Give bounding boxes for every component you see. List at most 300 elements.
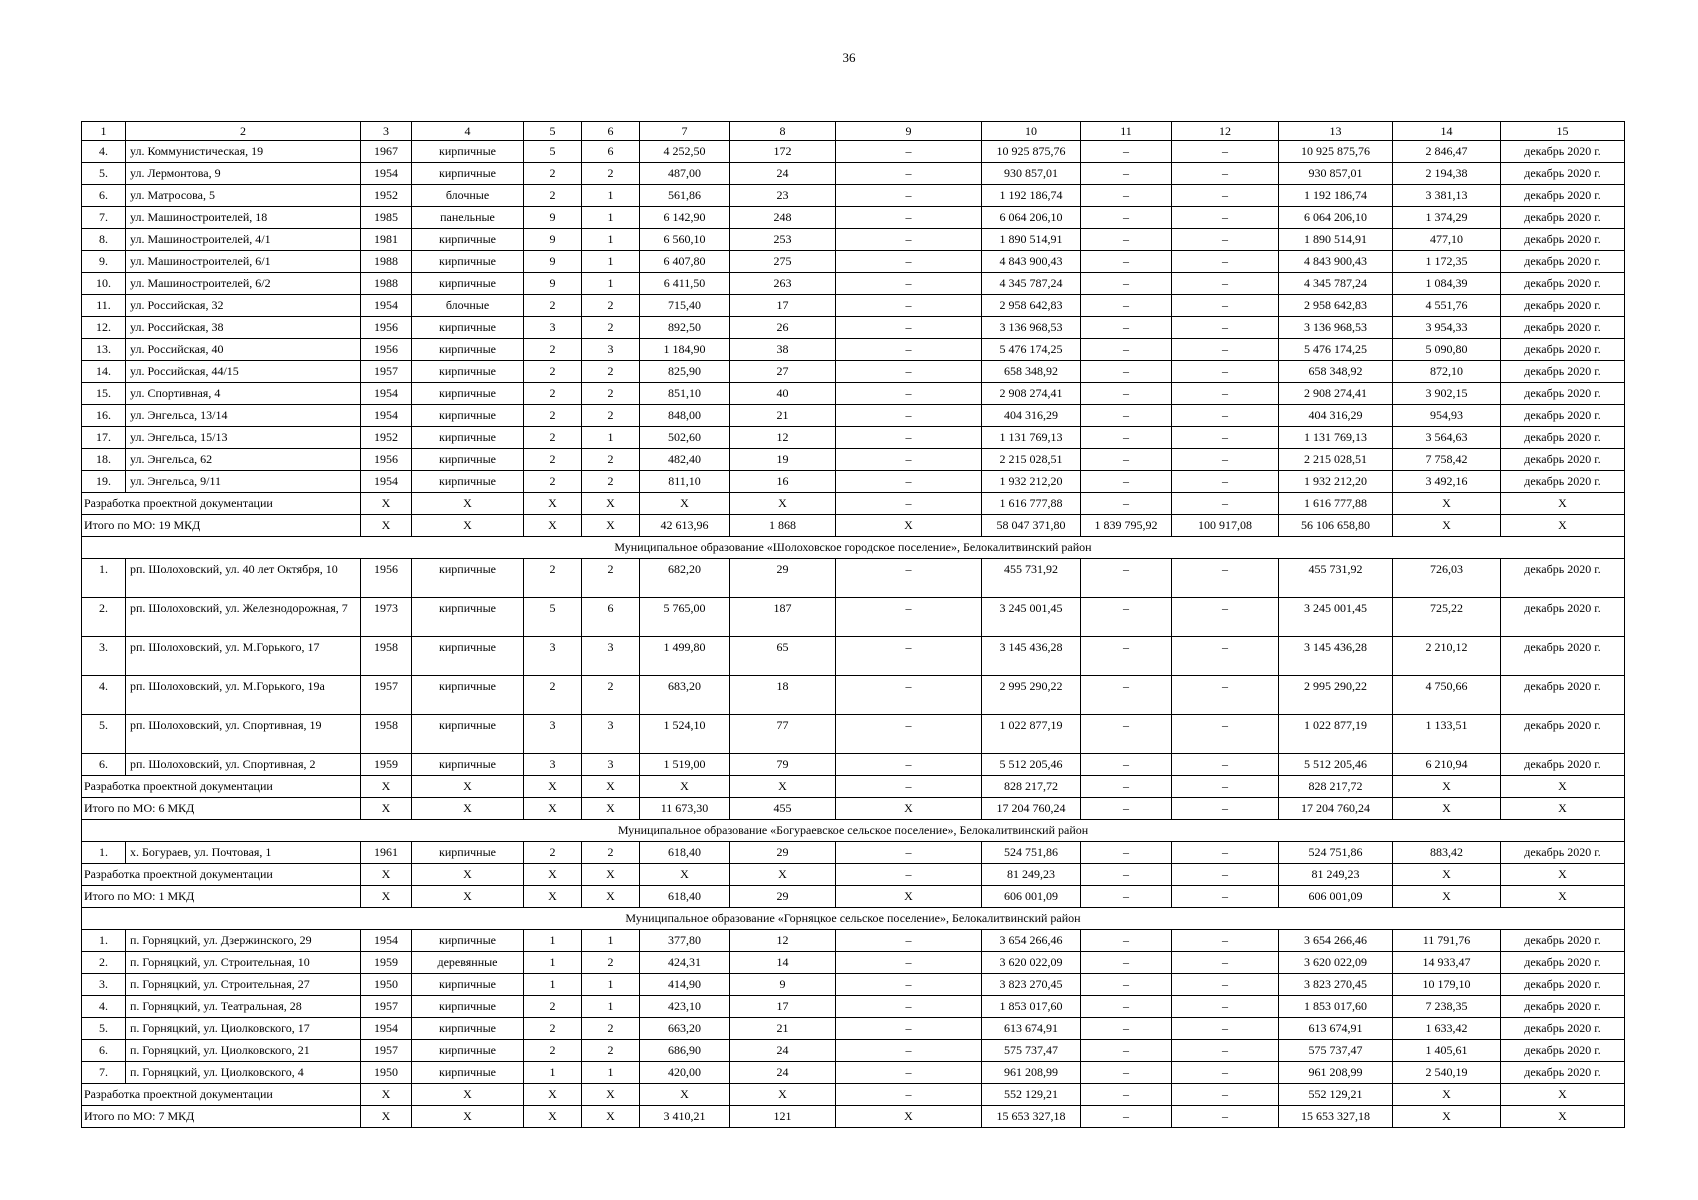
table-cell: кирпичные [412, 930, 524, 952]
summary-cell: X [836, 886, 982, 908]
table-cell: декабрь 2020 г. [1501, 339, 1625, 361]
table-cell: – [1172, 1062, 1279, 1084]
table-cell: кирпичные [412, 317, 524, 339]
table-cell: 10 179,10 [1393, 974, 1501, 996]
address-cell: ул. Энгельса, 13/14 [126, 405, 361, 427]
table-cell: – [836, 317, 982, 339]
table-cell: 3 245 001,45 [1279, 598, 1393, 637]
table-row [82, 952, 1625, 974]
table-cell: кирпичные [412, 251, 524, 273]
table-cell: 6 142,90 [640, 207, 730, 229]
table-cell: 8. [82, 229, 126, 251]
table-row [82, 1018, 1625, 1040]
table-cell: 5 476 174,25 [1279, 339, 1393, 361]
summary-row [82, 1084, 1625, 1106]
summary-cell: X [582, 776, 640, 798]
table-cell: 1954 [361, 383, 412, 405]
table-cell: 27 [730, 361, 836, 383]
table-row [82, 974, 1625, 996]
summary-cell: X [412, 886, 524, 908]
table-row [82, 842, 1625, 864]
table-cell: 3 381,13 [1393, 185, 1501, 207]
table-cell: – [836, 295, 982, 317]
table-cell: – [1081, 996, 1172, 1018]
table-cell: 9. [82, 251, 126, 273]
table-cell: – [836, 185, 982, 207]
table-cell: – [836, 471, 982, 493]
table-cell: 1 [582, 207, 640, 229]
table-cell: декабрь 2020 г. [1501, 974, 1625, 996]
summary-cell: – [1081, 1084, 1172, 1106]
table-cell: – [1172, 930, 1279, 952]
summary-cell: 81 249,23 [1279, 864, 1393, 886]
table-cell: кирпичные [412, 449, 524, 471]
table-cell: 1954 [361, 163, 412, 185]
table-cell: 12. [82, 317, 126, 339]
summary-cell: X [524, 886, 582, 908]
table-cell: 2 [524, 339, 582, 361]
summary-row [82, 798, 1625, 820]
table-cell: 682,20 [640, 559, 730, 598]
table-cell: 2 908 274,41 [982, 383, 1081, 405]
table-cell: кирпичные [412, 974, 524, 996]
summary-label: Итого по МО: 19 МКД [82, 515, 361, 537]
table-cell: 9 [524, 251, 582, 273]
table-row [82, 427, 1625, 449]
summary-cell: – [1081, 1106, 1172, 1128]
table-row [82, 471, 1625, 493]
table-cell: – [1172, 317, 1279, 339]
address-cell: ул. Машиностроителей, 4/1 [126, 229, 361, 251]
address-cell: ул. Коммунистическая, 19 [126, 141, 361, 163]
table-cell: 1 374,29 [1393, 207, 1501, 229]
table-cell: 3 492,16 [1393, 471, 1501, 493]
table-cell: 1952 [361, 185, 412, 207]
table-cell: 2 [524, 295, 582, 317]
table-cell: 1 184,90 [640, 339, 730, 361]
table-cell: декабрь 2020 г. [1501, 141, 1625, 163]
table-row [82, 361, 1625, 383]
table-cell: 40 [730, 383, 836, 405]
table-cell: декабрь 2020 г. [1501, 842, 1625, 864]
table-cell: 1 499,80 [640, 637, 730, 676]
table-cell: 618,40 [640, 842, 730, 864]
table-cell: 4 345 787,24 [982, 273, 1081, 295]
table-cell: – [836, 1062, 982, 1084]
summary-cell: – [1172, 798, 1279, 820]
table-cell: – [1081, 930, 1172, 952]
table-cell: 1954 [361, 1018, 412, 1040]
table-cell: 2 [582, 842, 640, 864]
table-cell: – [1172, 339, 1279, 361]
table-cell: 1 192 186,74 [1279, 185, 1393, 207]
section-title: Муниципальное образование «Шолоховское городское поселение», Белокалитвинский район [82, 537, 1625, 559]
table-cell: 1957 [361, 676, 412, 715]
table-cell: декабрь 2020 г. [1501, 295, 1625, 317]
table-cell: декабрь 2020 г. [1501, 383, 1625, 405]
summary-cell: X [412, 515, 524, 537]
table-cell: 6. [82, 754, 126, 776]
table-cell: декабрь 2020 г. [1501, 449, 1625, 471]
table-cell: – [836, 339, 982, 361]
summary-cell: X [1501, 864, 1625, 886]
summary-cell: X [582, 493, 640, 515]
table-cell: 954,93 [1393, 405, 1501, 427]
table-cell: 2 [582, 295, 640, 317]
summary-cell: X [361, 1106, 412, 1128]
summary-cell: X [524, 493, 582, 515]
address-cell: п. Горняцкий, ул. Театральная, 28 [126, 996, 361, 1018]
table-cell: 4 252,50 [640, 141, 730, 163]
address-cell: рп. Шолоховский, ул. Железнодорожная, 7 [126, 598, 361, 637]
table-cell: кирпичные [412, 842, 524, 864]
table-cell: 1 932 212,20 [1279, 471, 1393, 493]
table-cell: 3 [524, 637, 582, 676]
table-cell: кирпичные [412, 559, 524, 598]
summary-row [82, 493, 1625, 515]
table-cell: декабрь 2020 г. [1501, 229, 1625, 251]
table-cell: 5 476 174,25 [982, 339, 1081, 361]
table-cell: 24 [730, 163, 836, 185]
table-cell: 17. [82, 427, 126, 449]
table-cell: 1950 [361, 974, 412, 996]
table-cell: 1 172,35 [1393, 251, 1501, 273]
table-cell: – [836, 676, 982, 715]
table-cell: 4. [82, 141, 126, 163]
summary-cell: X [524, 864, 582, 886]
table-cell: – [1081, 637, 1172, 676]
table-cell: 1952 [361, 427, 412, 449]
table-cell: 848,00 [640, 405, 730, 427]
table-cell: кирпичные [412, 996, 524, 1018]
table-cell: 10 925 875,76 [1279, 141, 1393, 163]
table-cell: – [1081, 559, 1172, 598]
table-cell: 930 857,01 [1279, 163, 1393, 185]
summary-cell: 828 217,72 [982, 776, 1081, 798]
table-cell: 2 [582, 317, 640, 339]
table-cell: 872,10 [1393, 361, 1501, 383]
summary-cell: – [1081, 493, 1172, 515]
summary-cell: – [1172, 1106, 1279, 1128]
column-number: 13 [1279, 122, 1393, 141]
column-number: 15 [1501, 122, 1625, 141]
section-header-row [82, 820, 1625, 842]
table-cell: – [1081, 676, 1172, 715]
table-cell: 3 145 436,28 [1279, 637, 1393, 676]
table-cell: 1950 [361, 1062, 412, 1084]
summary-cell: X [1393, 1106, 1501, 1128]
column-number: 2 [126, 122, 361, 141]
table-cell: 1985 [361, 207, 412, 229]
table-cell: – [836, 754, 982, 776]
summary-cell: X [730, 864, 836, 886]
table-cell: – [1172, 842, 1279, 864]
table-cell: 9 [524, 229, 582, 251]
table-cell: 5 090,80 [1393, 339, 1501, 361]
table-cell: 725,22 [1393, 598, 1501, 637]
table-cell: кирпичные [412, 1040, 524, 1062]
summary-cell: X [640, 493, 730, 515]
table-cell: декабрь 2020 г. [1501, 185, 1625, 207]
table-cell: 892,50 [640, 317, 730, 339]
table-row [82, 185, 1625, 207]
table-cell: 4 551,76 [1393, 295, 1501, 317]
table-cell: кирпичные [412, 754, 524, 776]
table-cell: – [1081, 1040, 1172, 1062]
table-cell: 6 210,94 [1393, 754, 1501, 776]
summary-cell: X [730, 1084, 836, 1106]
address-cell: ул. Матросова, 5 [126, 185, 361, 207]
table-cell: 1 [582, 427, 640, 449]
table-cell: 6 064 206,10 [982, 207, 1081, 229]
table-cell: – [836, 383, 982, 405]
table-cell: 3 654 266,46 [982, 930, 1081, 952]
address-cell: ул. Спортивная, 4 [126, 383, 361, 405]
summary-cell: X [524, 1106, 582, 1128]
summary-cell: – [836, 1084, 982, 1106]
table-cell: 6 [582, 598, 640, 637]
summary-cell: 100 917,08 [1172, 515, 1279, 537]
table-row [82, 229, 1625, 251]
table-cell: 1 932 212,20 [982, 471, 1081, 493]
table-cell: 1961 [361, 842, 412, 864]
summary-cell: 17 204 760,24 [982, 798, 1081, 820]
table-cell: 3. [82, 637, 126, 676]
summary-row [82, 776, 1625, 798]
table-cell: – [1172, 715, 1279, 754]
table-cell: 1954 [361, 405, 412, 427]
table-cell: декабрь 2020 г. [1501, 996, 1625, 1018]
table-cell: 1 [582, 974, 640, 996]
table-cell: 1 [524, 952, 582, 974]
summary-cell: – [836, 864, 982, 886]
table-cell: 2. [82, 952, 126, 974]
summary-cell: X [524, 776, 582, 798]
table-cell: – [1081, 295, 1172, 317]
table-cell: 3 136 968,53 [982, 317, 1081, 339]
table-row [82, 996, 1625, 1018]
table-cell: 1 133,51 [1393, 715, 1501, 754]
address-cell: п. Горняцкий, ул. Строительная, 10 [126, 952, 361, 974]
table-cell: декабрь 2020 г. [1501, 598, 1625, 637]
table-cell: 5 [524, 598, 582, 637]
table-cell: 930 857,01 [982, 163, 1081, 185]
summary-row [82, 1106, 1625, 1128]
table-cell: 10. [82, 273, 126, 295]
table-cell: – [836, 1040, 982, 1062]
table-cell: 2. [82, 598, 126, 637]
table-cell: 2 [524, 163, 582, 185]
table-cell: – [1172, 996, 1279, 1018]
table-cell: 1 022 877,19 [982, 715, 1081, 754]
table-row [82, 930, 1625, 952]
table-cell: 851,10 [640, 383, 730, 405]
summary-cell: 58 047 371,80 [982, 515, 1081, 537]
summary-cell: X [1393, 864, 1501, 886]
table-row [82, 405, 1625, 427]
table-cell: – [1172, 1018, 1279, 1040]
summary-cell: X [1393, 886, 1501, 908]
table-cell: 1 853 017,60 [982, 996, 1081, 1018]
table-cell: декабрь 2020 г. [1501, 952, 1625, 974]
summary-cell: 121 [730, 1106, 836, 1128]
table-cell: – [1081, 842, 1172, 864]
column-number: 12 [1172, 122, 1279, 141]
summary-row [82, 886, 1625, 908]
table-cell: декабрь 2020 г. [1501, 1062, 1625, 1084]
table-cell: 1 131 769,13 [982, 427, 1081, 449]
summary-cell: X [1393, 776, 1501, 798]
table-cell: 1 524,10 [640, 715, 730, 754]
summary-cell: – [836, 493, 982, 515]
table-cell: – [1081, 952, 1172, 974]
table-cell: 404 316,29 [1279, 405, 1393, 427]
address-cell: ул. Лермонтова, 9 [126, 163, 361, 185]
column-number: 8 [730, 122, 836, 141]
table-cell: кирпичные [412, 598, 524, 637]
summary-cell: 17 204 760,24 [1279, 798, 1393, 820]
address-cell: рп. Шолоховский, ул. 40 лет Октября, 10 [126, 559, 361, 598]
address-cell: ул. Российская, 32 [126, 295, 361, 317]
summary-cell: X [730, 776, 836, 798]
summary-cell: – [836, 776, 982, 798]
address-cell: рп. Шолоховский, ул. М.Горького, 19а [126, 676, 361, 715]
table-cell: 6. [82, 185, 126, 207]
summary-cell: – [1081, 886, 1172, 908]
table-cell: – [836, 930, 982, 952]
table-cell: 253 [730, 229, 836, 251]
table-cell: 477,10 [1393, 229, 1501, 251]
table-cell: 613 674,91 [1279, 1018, 1393, 1040]
table-cell: кирпичные [412, 715, 524, 754]
table-cell: – [1172, 273, 1279, 295]
address-cell: ул. Энгельса, 9/11 [126, 471, 361, 493]
summary-cell: 1 616 777,88 [982, 493, 1081, 515]
table-row [82, 637, 1625, 676]
table-cell: – [1081, 974, 1172, 996]
table-cell: 1 [524, 930, 582, 952]
address-cell: ул. Российская, 40 [126, 339, 361, 361]
table-cell: – [836, 361, 982, 383]
table-row [82, 715, 1625, 754]
table-cell: 2 [524, 471, 582, 493]
table-cell: 961 208,99 [1279, 1062, 1393, 1084]
table-row [82, 598, 1625, 637]
table-cell: 1 890 514,91 [982, 229, 1081, 251]
table-cell: 2 [582, 952, 640, 974]
table-cell: 5 [524, 141, 582, 163]
table-cell: 65 [730, 637, 836, 676]
section-title: Муниципальное образование «Богураевское сельское поселение», Белокалитвинский район [82, 820, 1625, 842]
summary-cell: X [836, 515, 982, 537]
table-cell: 3 823 270,45 [1279, 974, 1393, 996]
table-cell: 961 208,99 [982, 1062, 1081, 1084]
summary-cell: 81 249,23 [982, 864, 1081, 886]
table-cell: – [1172, 185, 1279, 207]
summary-label: Разработка проектной документации [82, 864, 361, 886]
table-cell: 18. [82, 449, 126, 471]
address-cell: п. Горняцкий, ул. Циолковского, 21 [126, 1040, 361, 1062]
table-row [82, 339, 1625, 361]
table-cell: 2 995 290,22 [1279, 676, 1393, 715]
table-cell: – [1081, 207, 1172, 229]
table-cell: 15. [82, 383, 126, 405]
summary-cell: – [1172, 886, 1279, 908]
table-cell: 1 633,42 [1393, 1018, 1501, 1040]
table-cell: – [1172, 637, 1279, 676]
table-row [82, 449, 1625, 471]
table-cell: 1954 [361, 930, 412, 952]
table-cell: 1 [582, 251, 640, 273]
table-cell: панельные [412, 207, 524, 229]
column-number: 11 [1081, 122, 1172, 141]
table-cell: 561,86 [640, 185, 730, 207]
table-cell: 1959 [361, 952, 412, 974]
table-cell: 2 [582, 471, 640, 493]
summary-cell: – [1081, 864, 1172, 886]
table-cell: – [1172, 559, 1279, 598]
table-cell: блочные [412, 295, 524, 317]
table-cell: 4. [82, 676, 126, 715]
table-cell: кирпичные [412, 1062, 524, 1084]
table-cell: – [836, 637, 982, 676]
table-cell: 1 131 769,13 [1279, 427, 1393, 449]
summary-cell: 15 653 327,18 [982, 1106, 1081, 1128]
summary-cell: – [1081, 798, 1172, 820]
summary-cell: 552 129,21 [1279, 1084, 1393, 1106]
table-cell: 4 843 900,43 [982, 251, 1081, 273]
table-cell: 14 [730, 952, 836, 974]
table-row [82, 1062, 1625, 1084]
table-cell: 1 405,61 [1393, 1040, 1501, 1062]
table-cell: 5. [82, 163, 126, 185]
summary-cell: X [412, 493, 524, 515]
table-cell: – [836, 251, 982, 273]
table-cell: кирпичные [412, 163, 524, 185]
table-cell: 1988 [361, 273, 412, 295]
table-cell: – [1172, 295, 1279, 317]
table-cell: 3 620 022,09 [982, 952, 1081, 974]
table-cell: 613 674,91 [982, 1018, 1081, 1040]
summary-cell: X [1393, 493, 1501, 515]
section-title: Муниципальное образование «Горняцкое сельское поселение», Белокалитвинский район [82, 908, 1625, 930]
table-cell: 575 737,47 [982, 1040, 1081, 1062]
address-cell: ул. Энгельса, 15/13 [126, 427, 361, 449]
table-cell: – [836, 405, 982, 427]
column-number: 7 [640, 122, 730, 141]
summary-cell: X [361, 798, 412, 820]
summary-cell: X [1501, 1106, 1625, 1128]
table-cell: 2 215 028,51 [982, 449, 1081, 471]
address-cell: рп. Шолоховский, ул. М.Горького, 17 [126, 637, 361, 676]
table-cell: – [836, 229, 982, 251]
table-cell: 2 [582, 449, 640, 471]
table-cell: 79 [730, 754, 836, 776]
summary-cell: 618,40 [640, 886, 730, 908]
table-row [82, 295, 1625, 317]
table-cell: 172 [730, 141, 836, 163]
table-cell: декабрь 2020 г. [1501, 207, 1625, 229]
table-cell: – [836, 427, 982, 449]
table-cell: 2 [582, 383, 640, 405]
table-row [82, 1040, 1625, 1062]
table-cell: 6 411,50 [640, 273, 730, 295]
table-cell: 4 750,66 [1393, 676, 1501, 715]
table-cell: – [836, 163, 982, 185]
table-cell: 5. [82, 715, 126, 754]
table-cell: 2 215 028,51 [1279, 449, 1393, 471]
table-cell: декабрь 2020 г. [1501, 317, 1625, 339]
